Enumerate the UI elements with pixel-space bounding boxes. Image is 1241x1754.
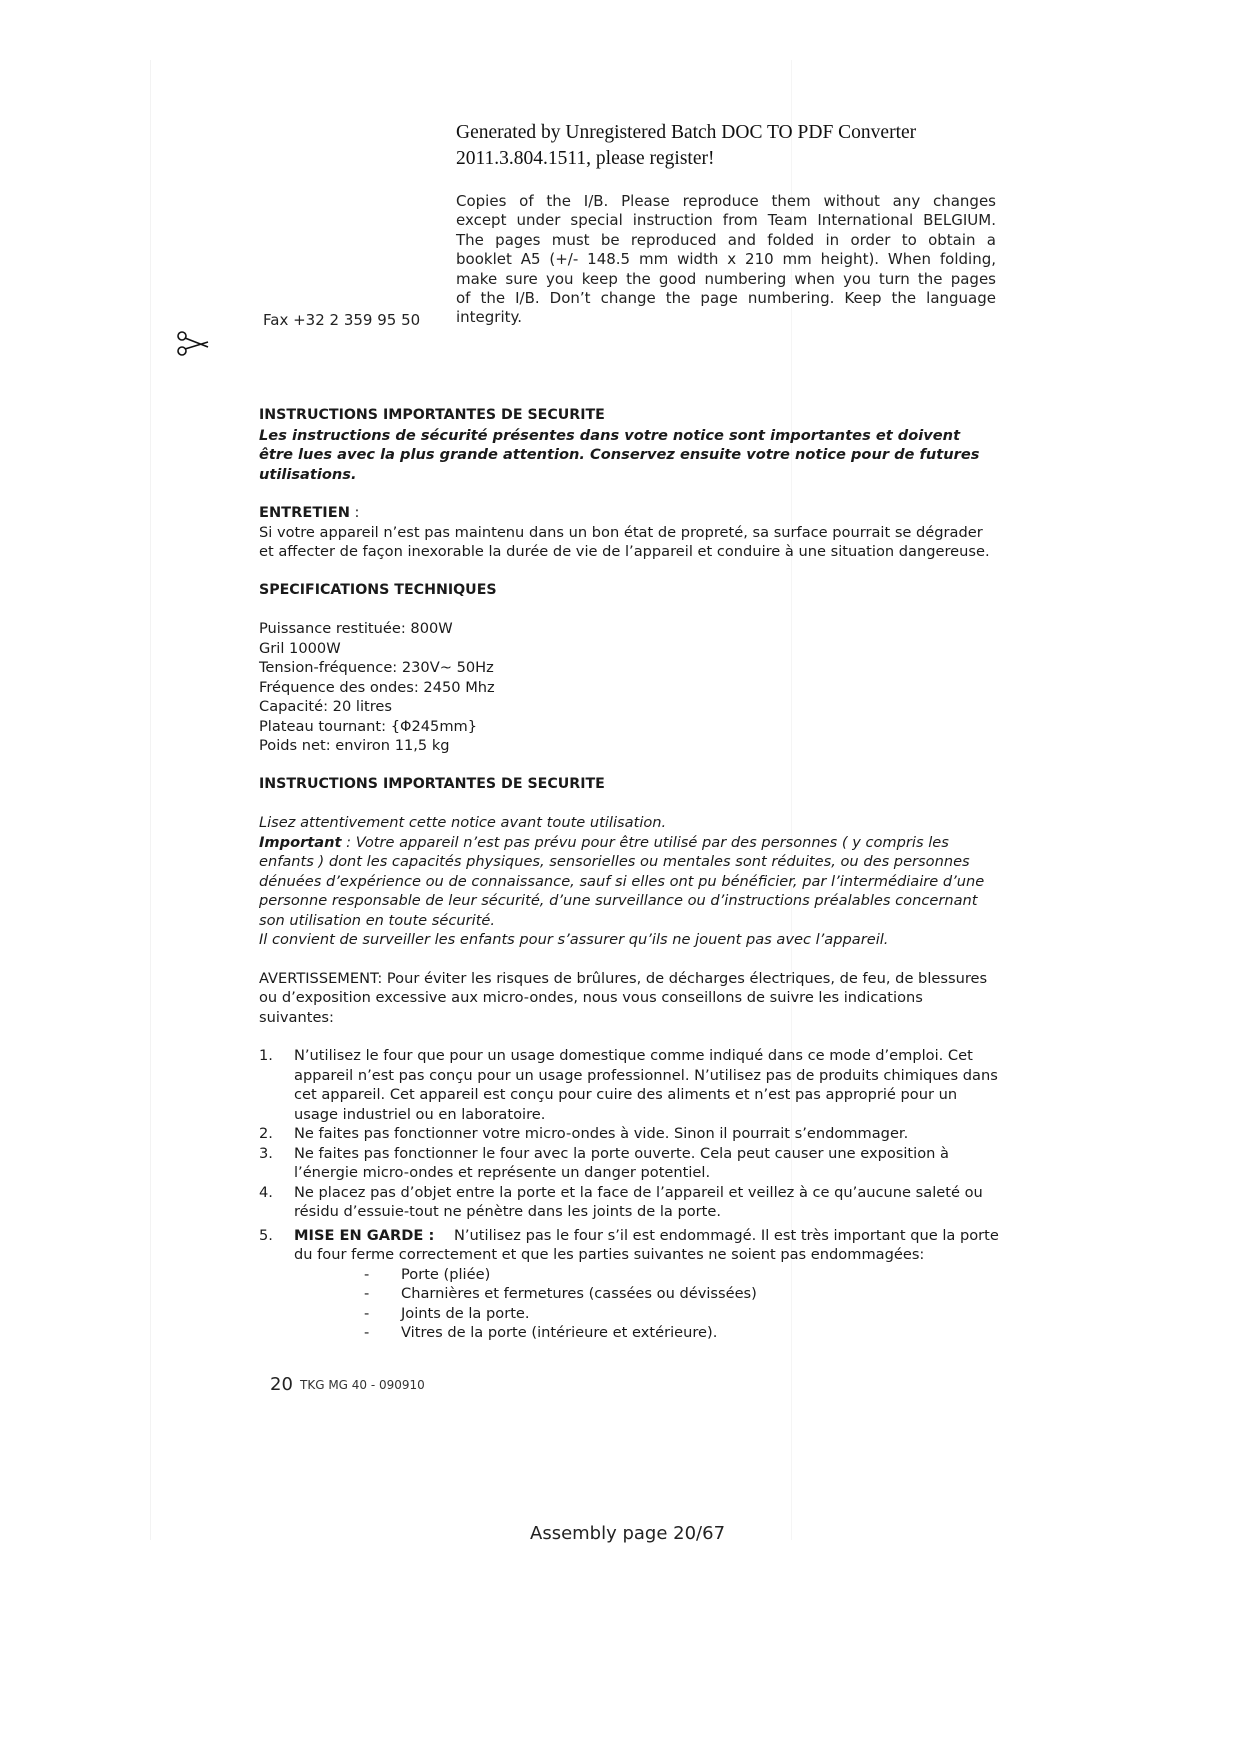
list-item: [259, 1144, 999, 1183]
damage-sublist: [259, 1265, 999, 1343]
spec-item: Fréquence des ondes: 2450 Mhz: [259, 678, 495, 696]
dash-bullet: -: [364, 1285, 370, 1302]
entretien-title: ENTRETIEN: [259, 504, 350, 521]
important-label: Important: [259, 833, 342, 851]
list-item: [259, 1124, 999, 1144]
copy-line: The pages must be reproduced and folded in order to obtain a: [456, 230, 996, 249]
specs-title: SPECIFICATIONS TECHNIQUES: [259, 581, 497, 598]
sublist-item: [364, 1284, 999, 1304]
list-item: [259, 1183, 999, 1222]
model-code: TKG MG 40 - 090910: [300, 1378, 425, 1392]
safety-title: INSTRUCTIONS IMPORTANTES DE SECURITE: [259, 407, 605, 423]
list-number: 2.: [259, 1125, 273, 1142]
converter-header-line2: 2011.3.804.1511, please register!: [456, 148, 715, 169]
list-item: [259, 1226, 999, 1265]
important-text: : Votre appareil n’est pas prévu pour être utilisé par des personnes ( y compris les enfants ) dont les capacités physiques, sensorielles ou mentales sont réduites, ou des personnes dénuées d’expérience ou de connaissance, sauf si elles ont pu bénéficier, par l’intermédiaire d’une personne responsable de leur sécurité, d’une surveillance ou d’instructions préalables concernant son utilisation en toute sécurité.: [259, 833, 985, 929]
copy-line: integrity.: [456, 308, 523, 327]
scissors-icon: [176, 330, 210, 358]
list-number: 5.: [259, 1226, 273, 1244]
sublist-text: Joints de la porte.: [401, 1304, 530, 1322]
list-text: Ne placez pas d’objet entre la porte et la face de l’appareil et veillez à ce qu’aucune saleté ou résidu d’essuie-tout ne pénètre dans les joints de la porte.: [294, 1183, 983, 1220]
copy-line: of the I/B. Don’t change the page numbering. Keep the language: [456, 289, 996, 308]
sublist-item: [364, 1304, 999, 1324]
entretien-text: Si votre appareil n’est pas maintenu dans un bon état de propreté, sa surface pourrait se dégrader et affecter de façon inexorable la durée de vie de l’appareil et conduire à une situation dangereuse.: [259, 523, 990, 560]
list-number: 1.: [259, 1047, 273, 1064]
sublist-text: Charnières et fermetures (cassées ou dévissées): [401, 1285, 757, 1302]
spec-item: Puissance restituée: 800W: [259, 620, 453, 637]
safety-intro: Les instructions de sécurité présentes dans votre notice sont importantes et doivent être lues avec la plus grande attention. Conservez ensuite votre notice pour de futures utilisations.: [259, 426, 980, 483]
list-item: [259, 1046, 999, 1124]
read-notice: Lisez attentivement cette notice avant toute utilisation.: [259, 814, 667, 831]
dash-bullet: -: [364, 1304, 370, 1322]
sublist-text: Porte (pliée): [401, 1265, 491, 1283]
children-warning: Il convient de surveiller les enfants pour s’assurer qu’ils ne jouent pas avec l’appareil.: [259, 931, 889, 948]
list-text: Ne faites pas fonctionner le four avec la porte ouverte. Cela peut causer une exposition à l’énergie micro-ondes et représente un danger potentiel.: [294, 1144, 949, 1181]
mise-en-garde-label: MISE EN GARDE :: [294, 1226, 435, 1244]
entretien-colon: :: [349, 504, 360, 521]
list-text: Ne faites pas fonctionner votre micro-ondes à vide. Sinon il pourrait s’endommager.: [294, 1125, 909, 1142]
spec-item: Capacité: 20 litres: [259, 698, 392, 715]
copy-line: make sure you keep the good numbering when you turn the pages: [456, 269, 996, 288]
spec-item: Plateau tournant: {Φ245mm}: [259, 717, 478, 735]
dash-bullet: -: [364, 1324, 370, 1341]
converter-header-line1: Generated by Unregistered Batch DOC TO PDF Converter: [456, 122, 917, 143]
copy-line: booklet A5 (+/- 148.5 mm width x 210 mm height). When folding,: [456, 250, 996, 269]
list-text: N’utilisez le four que pour un usage domestique comme indiqué dans ce mode d’emploi. Cet appareil n’est pas conçu pour un usage professionnel. N’utilisez pas de produits chimiques dans cet appareil. Cet appareil est conçu pour cuire des aliments et n’est pas approprié pour un usage industriel ou en laboratoire.: [294, 1047, 998, 1123]
spec-item: Tension-fréquence: 230V~ 50Hz: [259, 659, 494, 676]
sublist-text: Vitres de la porte (intérieure et extérieure).: [401, 1324, 718, 1341]
converter-header: [456, 120, 1056, 172]
mise-en-garde-text: N’utilisez pas le four s’il est endommagé. Il est très important que la porte du four ferme correctement et que les parties suivantes ne soient pas endommagées:: [294, 1226, 999, 1263]
entretien-heading: [259, 503, 999, 523]
dash-bullet: -: [364, 1265, 370, 1283]
important-paragraph: [259, 833, 999, 931]
sublist-item: [364, 1265, 999, 1285]
sublist-item: [364, 1323, 999, 1343]
list-number: 4.: [259, 1183, 273, 1201]
fax-number: Fax +32 2 359 95 50: [263, 311, 421, 329]
warning-paragraph: AVERTISSEMENT: Pour éviter les risques de brûlures, de décharges électriques, de feu, de blessures ou d’exposition excessive aux micro-ondes, nous vous conseillons de suivre les indications suivantes:: [259, 969, 988, 1026]
specs-list: [259, 619, 999, 756]
page-number: 20: [270, 1374, 293, 1395]
safety2-title: INSTRUCTIONS IMPORTANTES DE SECURITE: [259, 775, 605, 792]
copy-line: except under special instruction from Team International BELGIUM.: [456, 211, 996, 230]
spec-item: Poids net: environ 11,5 kg: [259, 737, 450, 754]
copy-instructions: [456, 192, 996, 328]
spec-item: Gril 1000W: [259, 639, 341, 657]
manual-content: [259, 406, 999, 1343]
safety-list: [259, 1046, 999, 1265]
copy-line: Copies of the I/B. Please reproduce them without any changes: [456, 192, 996, 210]
assembly-page-label: Assembly page 20/67: [530, 1523, 726, 1544]
list-number: 3.: [259, 1144, 273, 1162]
